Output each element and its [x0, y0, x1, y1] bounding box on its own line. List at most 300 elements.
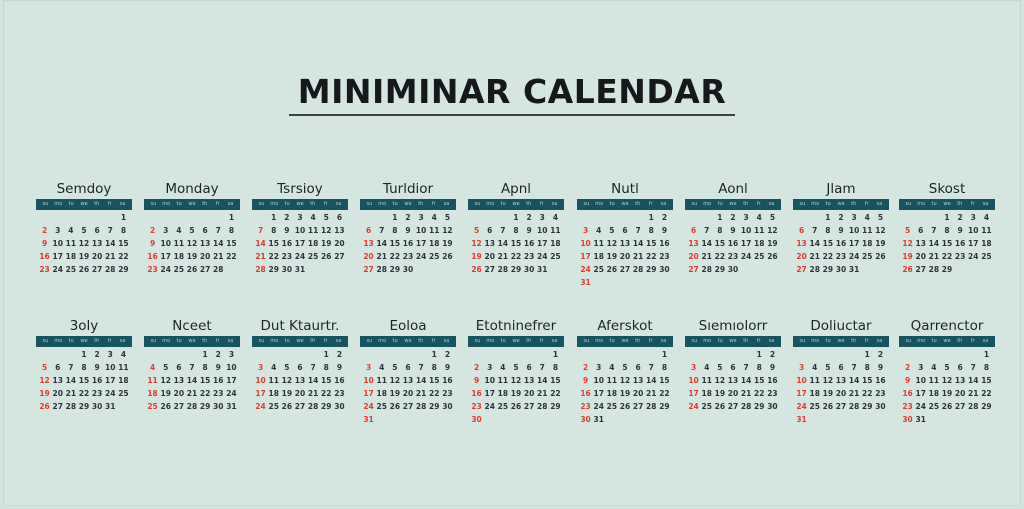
day-cell: 8	[944, 226, 950, 235]
day-cell: 24	[105, 389, 116, 398]
day-cell: 14	[646, 376, 657, 385]
weekday-label: we	[188, 338, 196, 344]
day-cell: 27	[632, 402, 644, 411]
day-cell: 13	[334, 226, 345, 235]
day-cell: 5	[513, 363, 519, 372]
weekday-label: fr	[539, 201, 544, 207]
day-cell: 17	[255, 389, 266, 398]
day-cell: 29	[941, 265, 953, 274]
day-cell: 16	[281, 239, 293, 248]
day-grid	[36, 349, 132, 413]
day-cell: 29	[714, 265, 726, 274]
day-cell: 21	[307, 389, 319, 398]
day-cell: 12	[442, 226, 453, 235]
day-cell: 10	[848, 226, 860, 235]
day-cell: 20	[954, 389, 966, 398]
weekday-label: sa	[660, 201, 667, 207]
day-cell: 10	[160, 239, 171, 248]
day-cell: 14	[497, 239, 509, 248]
day-cell: 6	[798, 226, 805, 235]
weekday-label: fr	[107, 338, 112, 344]
day-cell: 10	[255, 376, 266, 385]
day-cell: 25	[593, 265, 604, 274]
day-cell: 15	[659, 376, 670, 385]
day-cell: 19	[606, 252, 618, 261]
day-cell	[726, 349, 739, 361]
day-cell: 25	[65, 265, 77, 274]
day-cell: 9	[957, 226, 963, 235]
day-cell: 30	[875, 402, 886, 411]
weekday-label: fr	[431, 201, 436, 207]
day-cell: 20	[835, 389, 847, 398]
day-cell	[401, 349, 414, 361]
day-cell: 2	[904, 363, 911, 372]
day-cell	[172, 349, 185, 361]
day-cell: 21	[740, 389, 752, 398]
day-cell: 22	[714, 252, 726, 261]
day-cell: 2	[661, 213, 668, 222]
day-cell: 26	[714, 402, 726, 411]
day-cell: 16	[471, 389, 482, 398]
day-grid	[577, 349, 673, 426]
day-cell: 25	[307, 252, 319, 261]
day-cell: 28	[646, 402, 657, 411]
day-cell: 5	[163, 363, 169, 372]
weekday-label: tu	[392, 201, 398, 207]
day-grid	[360, 349, 456, 426]
day-cell: 16	[442, 376, 453, 385]
day-cell	[848, 349, 861, 361]
weekday-label: th	[94, 201, 100, 207]
weekday-header-bar	[144, 199, 240, 210]
weekday-label: fr	[864, 201, 869, 207]
day-cell: 9	[336, 363, 343, 372]
day-cell: 25	[754, 252, 765, 261]
day-cell: 3	[539, 213, 545, 222]
day-cell: 8	[661, 363, 668, 372]
day-cell: 3	[582, 226, 589, 235]
day-cell: 28	[701, 265, 712, 274]
day-cell	[388, 349, 401, 361]
day-cell: 20	[688, 252, 699, 261]
weekday-label: sa	[443, 201, 450, 207]
day-cell: 4	[500, 363, 506, 372]
month-calendar	[685, 317, 781, 413]
day-cell: 21	[809, 252, 820, 261]
day-cell: 14	[701, 239, 712, 248]
day-cell: 6	[690, 226, 697, 235]
day-cell: 24	[415, 252, 427, 261]
day-cell: 17	[848, 239, 860, 248]
day-cell	[713, 349, 726, 361]
day-cell: 9	[769, 363, 776, 372]
day-cell: 6	[918, 226, 924, 235]
day-cell: 21	[968, 389, 979, 398]
day-cell: 28	[928, 265, 940, 274]
weekday-label: su	[258, 338, 265, 344]
day-cell	[914, 212, 927, 224]
day-cell: 6	[297, 363, 303, 372]
day-cell: 10	[915, 376, 926, 385]
day-cell: 20	[402, 389, 414, 398]
day-cell: 26	[941, 402, 953, 411]
day-cell: 1	[648, 213, 654, 222]
weekday-label: tu	[500, 338, 506, 344]
month-calendar	[685, 180, 781, 276]
weekday-label: fr	[323, 338, 328, 344]
day-cell: 19	[471, 252, 482, 261]
day-cell: 10	[52, 239, 63, 248]
day-cell: 23	[875, 389, 886, 398]
day-cell: 24	[363, 402, 374, 411]
day-cell: 23	[727, 252, 739, 261]
day-cell: 31	[226, 402, 237, 411]
day-cell: 29	[862, 402, 873, 411]
day-cell: 23	[580, 402, 591, 411]
day-grid	[468, 212, 564, 276]
day-cell	[51, 349, 64, 361]
day-cell: 3	[487, 363, 493, 372]
day-cell: 9	[730, 226, 736, 235]
day-cell: 6	[622, 226, 628, 235]
day-cell: 7	[68, 363, 74, 372]
weekday-header-bar	[577, 199, 673, 210]
day-cell	[362, 349, 375, 361]
day-cell	[172, 212, 185, 224]
day-cell: 28	[497, 265, 509, 274]
weekday-label: fr	[323, 201, 328, 207]
day-grid	[252, 349, 348, 413]
day-cell: 14	[415, 376, 427, 385]
day-cell: 25	[376, 402, 387, 411]
weekday-label: fr	[756, 338, 761, 344]
day-cell	[579, 212, 592, 224]
day-cell: 24	[484, 402, 495, 411]
weekday-label: mo	[270, 201, 279, 207]
day-cell: 7	[257, 226, 264, 235]
weekday-header-bar	[36, 336, 132, 347]
day-cell: 29	[981, 402, 992, 411]
weekday-label: su	[42, 338, 49, 344]
day-cell: 7	[418, 363, 424, 372]
day-cell: 30	[902, 415, 913, 424]
month-name: Etotninefrer	[475, 318, 557, 334]
day-cell: 11	[429, 226, 440, 235]
day-cell	[185, 212, 198, 224]
day-cell: 19	[822, 389, 834, 398]
day-cell: 20	[334, 239, 345, 248]
day-cell: 19	[510, 389, 522, 398]
day-cell: 5	[284, 363, 290, 372]
day-cell: 9	[149, 239, 156, 248]
day-cell: 5	[81, 226, 87, 235]
day-cell: 22	[429, 389, 440, 398]
day-cell: 14	[968, 376, 979, 385]
day-cell: 3	[418, 213, 424, 222]
day-cell: 4	[271, 363, 277, 372]
month-name: Doliuctar	[810, 318, 872, 334]
day-cell: 20	[294, 389, 306, 398]
day-cell: 4	[176, 226, 182, 235]
day-cell: 16	[727, 239, 739, 248]
day-cell: 11	[754, 226, 765, 235]
day-cell: 28	[415, 402, 427, 411]
day-cell: 20	[796, 252, 807, 261]
day-cell: 1	[81, 350, 87, 359]
day-cell: 6	[957, 363, 963, 372]
day-cell: 30	[213, 402, 224, 411]
day-cell: 22	[321, 389, 332, 398]
day-cell: 21	[186, 389, 198, 398]
weekday-label: sa	[660, 338, 667, 344]
day-cell: 4	[812, 363, 818, 372]
day-cell: 27	[52, 402, 63, 411]
day-cell: 30	[91, 402, 103, 411]
day-cell: 28	[255, 265, 266, 274]
day-cell: 16	[402, 239, 414, 248]
day-cell	[375, 212, 388, 224]
day-cell	[254, 212, 267, 224]
day-cell: 19	[941, 389, 953, 398]
day-cell: 29	[268, 265, 279, 274]
day-cell: 29	[510, 265, 522, 274]
day-cell: 22	[646, 252, 657, 261]
day-cell: 18	[862, 239, 873, 248]
day-cell: 26	[902, 265, 913, 274]
day-cell: 30	[402, 265, 414, 274]
day-cell: 1	[983, 350, 990, 359]
day-cell: 11	[376, 376, 387, 385]
day-cell: 15	[981, 376, 992, 385]
month-name: Aferskot	[597, 318, 653, 334]
weekday-label: we	[80, 201, 88, 207]
day-cell: 14	[632, 239, 644, 248]
day-cell	[700, 349, 713, 361]
day-cell: 2	[877, 350, 884, 359]
day-cell: 4	[609, 363, 615, 372]
day-cell: 28	[632, 265, 644, 274]
day-cell: 19	[767, 239, 778, 248]
day-cell: 27	[523, 402, 535, 411]
weekday-label: th	[310, 201, 316, 207]
day-cell: 17	[968, 239, 979, 248]
day-cell: 18	[376, 389, 387, 398]
day-cell: 17	[796, 389, 807, 398]
day-cell: 15	[389, 239, 401, 248]
weekday-header-bar	[899, 336, 995, 347]
day-cell: 6	[838, 363, 844, 372]
weekday-label: th	[635, 338, 641, 344]
day-cell: 14	[740, 376, 752, 385]
month-name: 3oly	[69, 318, 99, 334]
day-cell	[821, 349, 834, 361]
day-cell: 11	[268, 376, 279, 385]
day-cell: 21	[646, 389, 657, 398]
weekday-label: su	[150, 201, 157, 207]
day-cell: 20	[52, 389, 63, 398]
day-cell: 31	[580, 278, 591, 287]
weekday-label: sa	[768, 201, 775, 207]
day-cell: 1	[120, 213, 127, 222]
day-cell: 29	[754, 402, 765, 411]
day-cell: 15	[822, 239, 834, 248]
day-cell: 6	[405, 363, 411, 372]
day-cell: 15	[714, 239, 726, 248]
day-cell	[38, 212, 51, 224]
day-cell: 28	[848, 402, 860, 411]
day-cell: 18	[809, 389, 820, 398]
day-cell: 24	[688, 402, 699, 411]
day-cell: 12	[160, 376, 171, 385]
day-cell	[104, 212, 117, 224]
weekday-label: mo	[162, 338, 171, 344]
day-cell: 25	[981, 252, 992, 261]
day-cell: 19	[389, 389, 401, 398]
day-cell: 6	[94, 226, 100, 235]
weekday-label: th	[635, 201, 641, 207]
day-cell: 14	[213, 239, 224, 248]
day-cell: 26	[442, 252, 453, 261]
month-calendar	[252, 180, 348, 276]
day-cell: 10	[593, 376, 604, 385]
weekday-label: th	[202, 338, 208, 344]
weekday-label: mo	[378, 201, 387, 207]
day-cell: 14	[848, 376, 860, 385]
day-cell: 27	[915, 265, 926, 274]
weekday-header-bar	[793, 199, 889, 210]
weekday-label: sa	[768, 338, 775, 344]
day-cell: 26	[822, 402, 834, 411]
month-name: Dut Ktaurtr.	[260, 318, 340, 334]
day-cell: 11	[118, 363, 129, 372]
day-cell: 14	[376, 239, 387, 248]
day-cell	[159, 349, 172, 361]
day-cell: 5	[41, 363, 48, 372]
weekday-label: we	[512, 338, 520, 344]
day-cell: 17	[294, 239, 306, 248]
day-cell: 1	[323, 350, 329, 359]
weekday-label: we	[621, 338, 629, 344]
day-cell: 25	[497, 402, 509, 411]
weekday-label: sa	[227, 201, 234, 207]
month-name: Semdoy	[56, 181, 112, 197]
day-cell: 11	[593, 239, 604, 248]
day-cell: 15	[199, 376, 211, 385]
weekday-label: th	[526, 338, 532, 344]
day-cell: 2	[41, 226, 48, 235]
day-cell: 13	[727, 376, 739, 385]
day-cell	[38, 349, 51, 361]
day-cell: 26	[160, 402, 171, 411]
day-cell: 10	[294, 226, 306, 235]
weekday-label: fr	[756, 201, 761, 207]
day-cell: 8	[513, 226, 519, 235]
day-cell: 25	[173, 265, 185, 274]
day-cell: 29	[118, 265, 129, 274]
day-cell: 10	[688, 376, 699, 385]
weekday-label: sa	[119, 201, 126, 207]
day-cell: 9	[41, 239, 48, 248]
day-cell: 8	[431, 363, 437, 372]
day-cell: 21	[537, 389, 548, 398]
day-cell: 6	[487, 226, 493, 235]
day-cell: 29	[199, 402, 211, 411]
day-cell: 9	[284, 226, 290, 235]
day-cell: 19	[39, 389, 50, 398]
weekday-label: tu	[825, 201, 831, 207]
day-cell: 2	[284, 213, 290, 222]
day-cell: 1	[392, 213, 398, 222]
weekday-header-bar	[685, 199, 781, 210]
day-cell: 5	[904, 226, 911, 235]
day-cell: 24	[537, 252, 548, 261]
day-cell: 23	[835, 252, 847, 261]
day-cell: 20	[523, 389, 535, 398]
day-cell: 14	[105, 239, 116, 248]
weekday-label: th	[526, 201, 532, 207]
day-cell	[808, 212, 821, 224]
day-cell: 22	[981, 389, 992, 398]
day-cell	[795, 212, 808, 224]
day-cell: 21	[848, 389, 860, 398]
day-cell: 13	[796, 239, 807, 248]
day-cell	[592, 349, 605, 361]
day-cell: 11	[173, 239, 185, 248]
day-cell: 13	[52, 376, 63, 385]
weekday-label: fr	[539, 338, 544, 344]
weekday-label: su	[905, 338, 912, 344]
day-cell: 25	[701, 402, 712, 411]
weekday-label: mo	[811, 338, 820, 344]
day-cell: 15	[268, 239, 279, 248]
day-cell: 25	[928, 402, 940, 411]
day-cell: 14	[255, 239, 266, 248]
month-calendar	[252, 317, 348, 413]
day-cell: 15	[118, 239, 129, 248]
day-cell: 13	[402, 376, 414, 385]
day-cell: 2	[405, 213, 411, 222]
weekday-label: fr	[215, 338, 220, 344]
day-cell: 25	[429, 252, 440, 261]
weekday-label: fr	[107, 201, 112, 207]
weekday-label: tu	[284, 338, 290, 344]
day-cell: 16	[523, 239, 535, 248]
day-cell: 11	[147, 376, 158, 385]
page-title: MINIMINAR CALENDAR	[297, 72, 727, 111]
day-cell	[146, 212, 159, 224]
day-cell: 28	[537, 402, 548, 411]
day-cell: 11	[550, 226, 561, 235]
weekday-label: we	[404, 338, 412, 344]
day-cell: 10	[796, 376, 807, 385]
day-cell: 6	[730, 363, 736, 372]
day-cell: 31	[593, 415, 604, 424]
weekday-header-bar	[36, 199, 132, 210]
day-cell: 23	[402, 252, 414, 261]
day-cell: 24	[593, 402, 604, 411]
day-cell: 25	[550, 252, 561, 261]
weekday-label: su	[691, 201, 698, 207]
day-cell: 14	[307, 376, 319, 385]
day-cell: 22	[510, 252, 522, 261]
weekday-label: mo	[703, 201, 712, 207]
day-cell: 18	[429, 239, 440, 248]
day-cell: 26	[39, 402, 50, 411]
day-cell: 28	[307, 402, 319, 411]
day-cell: 4	[149, 363, 156, 372]
day-cell: 5	[944, 363, 950, 372]
day-cell: 23	[91, 389, 103, 398]
